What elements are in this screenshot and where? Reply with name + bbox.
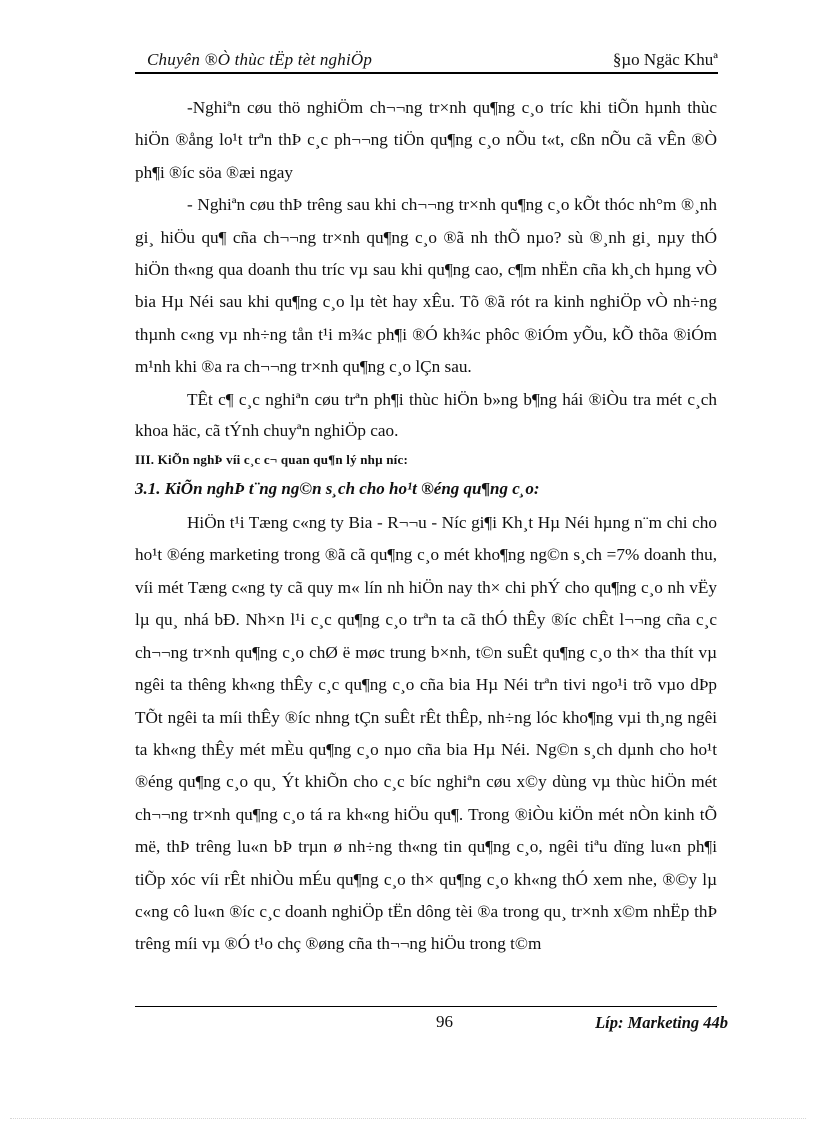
footer-class: Líp: Marketing 44b bbox=[595, 1013, 728, 1032]
page-body bbox=[135, 92, 717, 961]
subsection-heading: 3.1. KiÕn nghÞ t¨ng ng©n s¸ch cho ho¹t ®éng qu¶ng c¸o: bbox=[135, 479, 540, 499]
paragraph-pretest: -Nghiªn cøu thö nghiÖm ch¬¬ng tr×nh qu¶ng c¸o tríc khi tiÕn hµnh thùc hiÖn ®ång lo¹t trªn thÞ c¸c ph¬¬ng tiÖn qu¶ng c¸o nÕu t«t, cßn nÕu cã vÊn ®Ò ph¶i ®íc söa ®æi ngay bbox=[135, 98, 717, 182]
paragraph-budget: HiÖn t¹i Tæng c«ng ty Bia - R¬¬u - Níc gi¶i Kh¸t Hµ Néi hµng n¨m chi cho ho¹t ®éng marketing trong ®ã cã qu¶ng c¸o mét kho¶ng ng©n s¸ch =7% doanh thu, víi mét Tæng c«ng ty cã quy m« lín nh hiÖn nay th× chi phÝ cho qu¶ng c¸o nh vËy lµ qu¸ nhá bÐ. Nh×n l¹i c¸c qu¶ng c¸o trªn ta cã thÓ thÊy ®íc chÊt l¬¬ng cña c¸c ch¬¬ng tr×nh qu¶ng c¸o chØ ë møc trung b×nh, t©n suÊt qu¶ng c¸o th× tha thít vµ ngêi ta thêng kh«ng thÊy c¸c qu¶ng c¸o cña bia Hµ Néi trªn tivi ngo¹i trõ vµo dÞp TÕt ngêi ta míi thÊy ®íc nhng tÇn suÊt rÊt thÊp, nh÷ng lóc kho¶ng vµi th¸ng ngêi ta kh«ng thÊy mét mÈu qu¶ng c¸o nµo cña bia Hµ Néi. Ng©n s¸ch dµnh cho ho¹t ®éng qu¶ng c¸o qu¸ Ýt khiÕn cho c¸c bíc nghiªn cøu x©y dùng vµ thùc hiÖn mét ch¬¬ng tr×nh qu¶ng c¸o tá ra kh«ng hiÖu qu¶. Trong ®iÒu kiÖn mét nÒn kinh tÕ më, thÞ trêng lu«n bÞ trµn ø nh÷ng th«ng tin qu¶ng c¸o, ngêi tiªu dïng lu«n ph¶i tiÕp xóc víi rÊt nhiÒu mÉu qu¶ng c¸o th× qu¶ng c¸o kh«ng thÓ xem nhe, ®©y lµ c«ng cô lu«n ®íc c¸c doanh nghiÖp tËn dông tèi ®a trong qu¸ tr×nh x©m nhËp thÞ trêng míi vµ ®Ó t¹o chç ®øng cña th¬¬ng hiÖu trong t©m bbox=[135, 513, 717, 954]
paragraph-survey: TÊt c¶ c¸c nghiªn cøu trªn ph¶i thùc hiÖn b»ng b¶ng hái ®iÒu tra mét c¸ch khoa häc, cã tÝnh chuyªn nghiÖp cao. bbox=[135, 389, 717, 440]
footer-divider bbox=[135, 1006, 717, 1007]
paragraph-posttest: - Nghiªn cøu thÞ trêng sau khi ch¬¬ng tr×nh qu¶ng c¸o kÕt thóc nh°m ®¸nh gi¸ hiÖu qu¶ cña ch¬¬ng tr×nh qu¶ng c¸o ®ã nh thÕ nµo? sù ®¸nh gi¸ nµy thÓ hiÖn th«ng qua doanh thu tríc vµ sau khi qu¶ng cao, c¶m nhËn cña kh¸ch hµng vÒ bia Hµ Néi sau khi qu¶ng c¸o lµ tèt hay xÊu. Tõ ®ã rót ra kinh nghiÖp vÒ nh÷ng thµnh c«ng vµ nh÷ng tån t¹i m¾c ph¶i ®Ó kh¾c phôc ®iÓm yÕu, kÕ thõa ®iÓm m¹nh khi ®a ra ch¬¬ng tr×nh qu¶ng c¸o lÇn sau. bbox=[135, 195, 717, 377]
page-header bbox=[135, 48, 718, 74]
header-author: §µo Ngäc Khuª bbox=[612, 50, 718, 69]
page-number: 96 bbox=[436, 1012, 453, 1031]
section-heading: III. KiÕn nghÞ víi c¸c c¬ quan qu¶n lý nhµ níc: bbox=[135, 452, 408, 468]
page-bottom-border bbox=[10, 1118, 806, 1119]
header-title: Chuyên ®Ò thùc tËp tèt nghiÖp bbox=[147, 50, 373, 69]
